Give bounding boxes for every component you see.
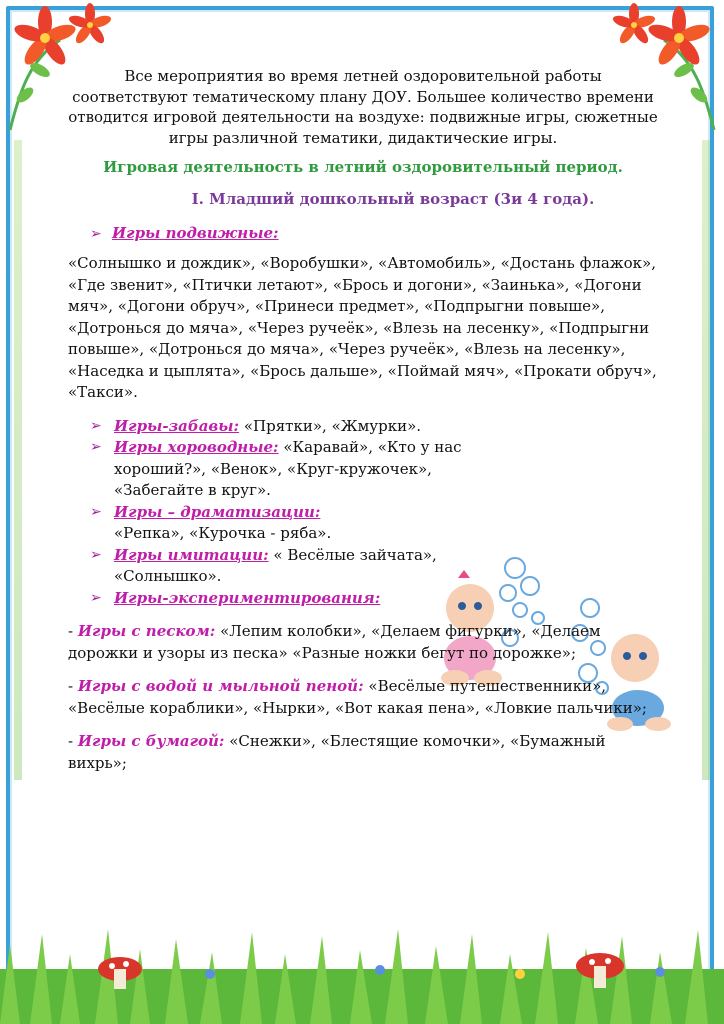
list-item (90, 416, 658, 438)
category-text: «Прятки», «Жмурки». (239, 416, 422, 435)
category-label: Игры с бумагой: (77, 732, 225, 750)
dash-marker: - (68, 622, 78, 640)
list-item (90, 588, 658, 610)
category-label: Игры с песком: (77, 622, 216, 640)
arrow-bullet-icon: ➢ (90, 546, 102, 563)
dash-marker: - (68, 677, 78, 695)
category-text: «Лепим колобки», «Делаем фигурки», «Делаем дорожки и узоры из песка» «Разные ножки бегут по дорожке»; (68, 622, 601, 662)
category-label: Игры с водой и мыльной пеной: (77, 677, 364, 695)
arrow-bullet-icon: ➢ (90, 417, 102, 434)
category-label: Игры имитации: (114, 545, 269, 564)
games-category-list (90, 416, 658, 610)
category-text: «Снежки», «Блестящие комочки», «Бумажный вихрь»; (68, 732, 606, 772)
category-label: Игры хороводные: (114, 438, 279, 456)
section-heading: Игровая деятельность в летний оздоровительный период. (103, 158, 623, 176)
category-label: Игры-забавы: (114, 416, 240, 435)
vine-right-decoration (702, 140, 710, 780)
category-text: «Каравай», «Кто у нас хороший?», «Венок», «Круг-кружочек», «Забегайте в круг». (114, 438, 462, 499)
water-games-paragraph (68, 676, 658, 719)
mobile-games-header (90, 222, 658, 245)
paper-games-paragraph (68, 731, 658, 774)
dash-marker: - (68, 732, 78, 750)
arrow-bullet-icon: ➢ (90, 226, 102, 242)
category-label: Игры – драматизации: (114, 502, 321, 521)
age-group-heading: I. Младший дошкольный возраст (3и 4 года). (191, 190, 595, 208)
vine-left-decoration (14, 140, 22, 780)
intro-paragraph: Все мероприятия во время летней оздоровительной работы соответствуют тематическому плану ДОУ. Большее количество времени отводится игровой деятельности на воздухе: подвижные игры, сюжетные игры различной тематики, дидактические игры. (68, 67, 658, 147)
category-text: «Весёлые путешественники», «Весёлые кораблики», «Нырки», «Вот какая пена», «Ловкие пальчики»; (68, 677, 647, 717)
grass-decoration (0, 874, 724, 1024)
category-label: Игры-экспериментирования: (114, 588, 381, 607)
sand-games-paragraph (68, 621, 658, 664)
category-text: « Весёлые зайчата», «Солнышко». (114, 545, 437, 585)
list-item (90, 502, 444, 545)
category-text: «Репка», «Курочка - ряба». (114, 524, 332, 542)
arrow-bullet-icon: ➢ (90, 589, 102, 606)
arrow-bullet-icon: ➢ (90, 503, 102, 520)
mobile-games-list: «Солнышко и дождик», «Воробушки», «Автомобиль», «Достань флажок», «Где звенит», «Птички летают», «Брось и догони», «Заинька», «Догони мяч», «Догони обруч», «Принеси предмет», «Подпрыгни повыше», «Дотронься до мяча», «Через ручеёк», «Влезь на лесенку», «Подпрыгни повыше», «Дотронься до мяча», «Через ручеёк», «Влезь на лесенку», «Наседка и цыплята», «Брось дальше», «Поймай мяч», «Прокати обруч», «Такси». (68, 254, 657, 401)
arrow-bullet-icon: ➢ (90, 439, 102, 455)
document-body (68, 66, 658, 786)
list-item (90, 437, 474, 502)
list-item (90, 545, 454, 588)
category-label: Игры подвижные: (112, 224, 279, 242)
